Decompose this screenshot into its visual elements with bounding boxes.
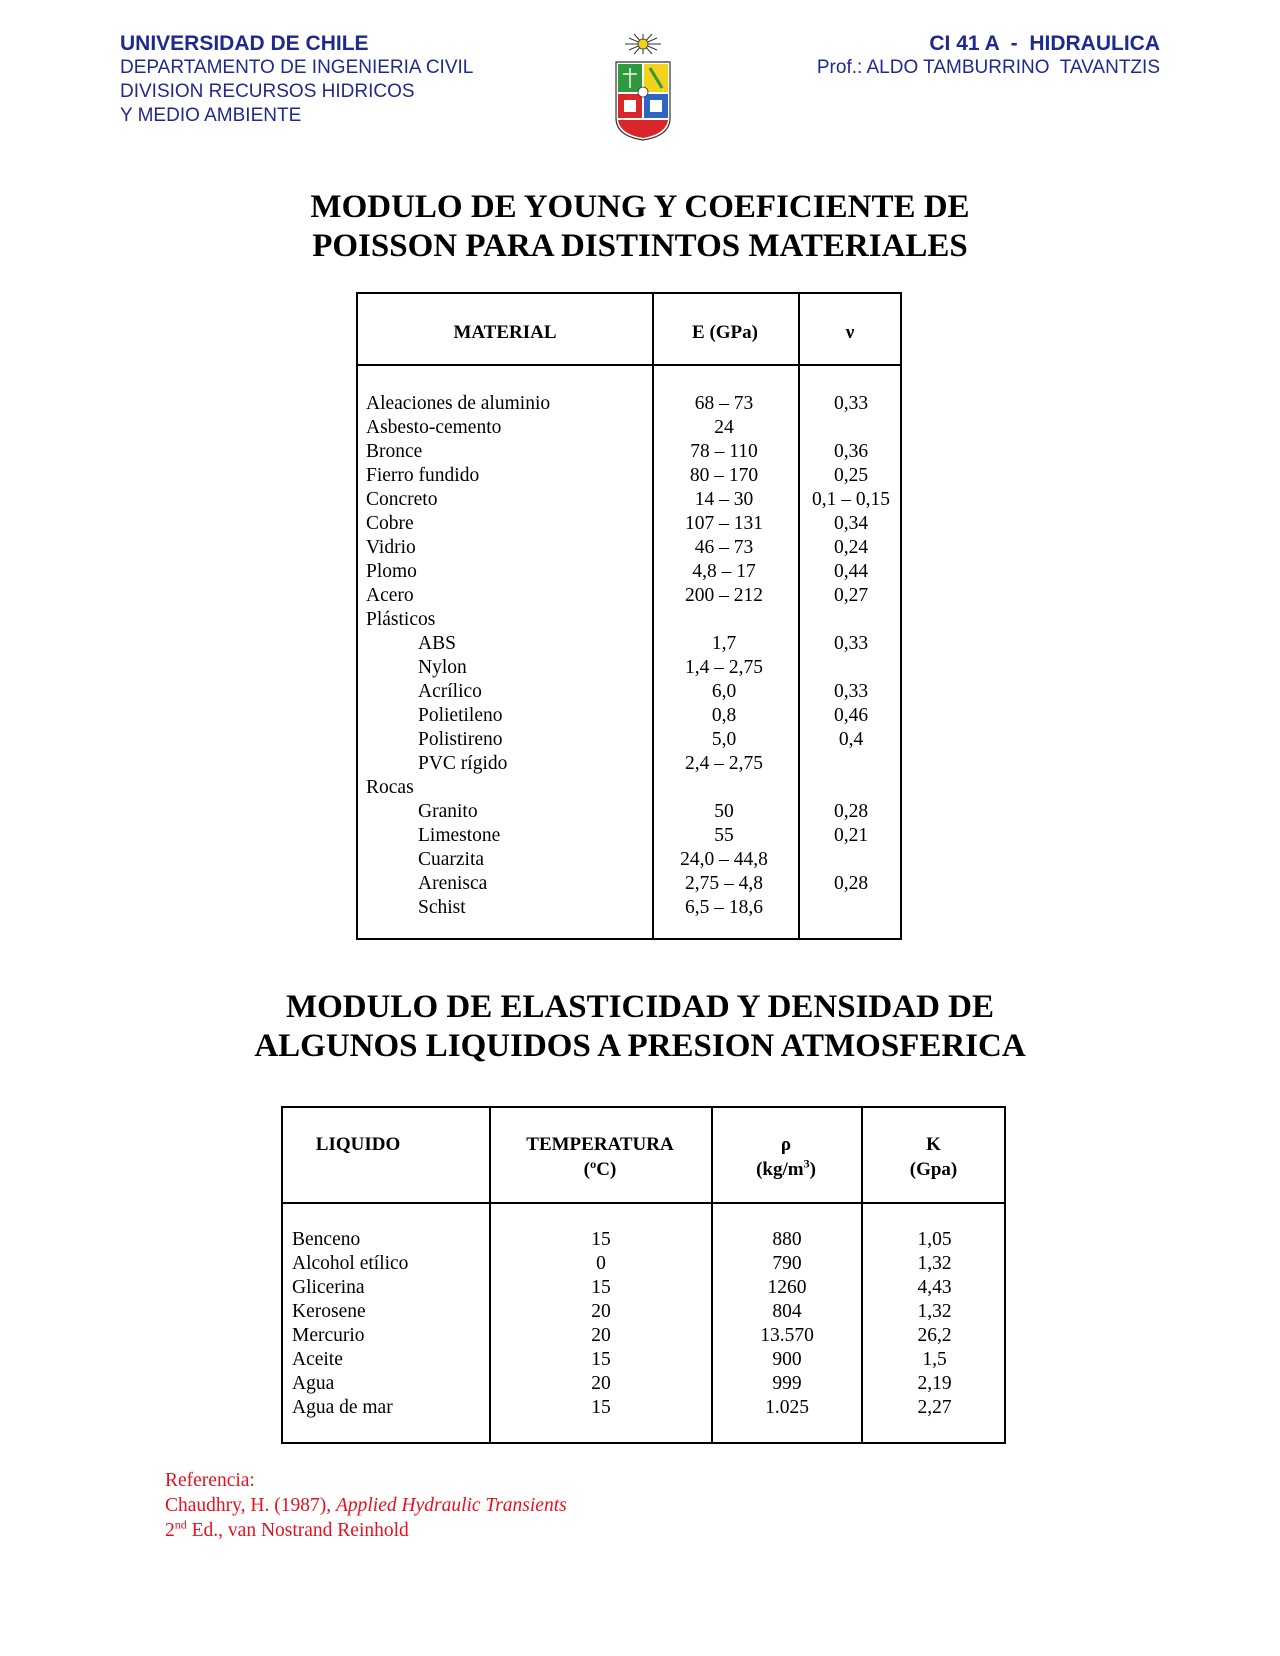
table-row [358,392,900,416]
header-poisson-nu: ν [845,322,855,343]
liquid-cell: Alcohol etílico [292,1253,409,1274]
reference-label: Referencia: [165,1470,255,1491]
material-cell: Acrílico [418,681,482,702]
header-material: MATERIAL [453,322,557,343]
nu-cell: 0,44 [833,561,869,582]
table-row [358,728,900,752]
reference-author: Chaudhry, H. (1987), [165,1495,336,1516]
young-modulus-table [356,292,902,940]
header-density-symbol: ρ [780,1134,792,1155]
density-unit-close: ) [809,1159,816,1180]
material-cell: Cuarzita [418,849,485,870]
table-row [358,656,900,680]
course-code: CI 41 A - HIDRAULICA [929,32,1160,55]
temperature-cell: 15 [591,1397,611,1418]
reference-book-title: Applied Hydraulic Transients [335,1495,567,1516]
table-row [358,776,900,800]
liquid-cell: Glicerina [292,1277,365,1298]
liquids-table-body [283,1228,1004,1420]
table-row [358,752,900,776]
density-cell: 880 [772,1229,802,1250]
edition-publisher: Ed., van Nostrand Reinhold [186,1520,409,1541]
header-temperature [489,1132,711,1182]
bulk-modulus-cell: 2,19 [917,1373,952,1394]
material-cell: Plomo [366,561,417,582]
material-cell: Arenisca [418,873,488,894]
material-cell: Schist [418,897,466,918]
density-cell: 1.025 [765,1397,809,1418]
material-cell: Fierro fundido [366,465,480,486]
nu-cell: 0,4 [838,729,864,750]
young-title-line2: POISSON PARA DISTINTOS MATERIALES [312,228,968,264]
temperature-cell: 20 [591,1373,611,1394]
density-cell: 900 [772,1349,802,1370]
header-liquid: LIQUIDO [315,1134,401,1155]
nu-cell: 0,34 [833,513,869,534]
material-cell: Polietileno [418,705,503,726]
table-row [358,584,900,608]
bulk-modulus-cell: 1,05 [917,1229,952,1250]
e-cell: 50 [714,801,734,822]
header-temperature-label: TEMPERATURA [526,1134,674,1155]
material-cell: Polistireno [418,729,503,750]
material-cell: Aleaciones de aluminio [366,393,551,414]
material-cell: Vidrio [366,537,416,558]
table-row [358,632,900,656]
density-cell: 790 [772,1253,802,1274]
material-cell: ABS [418,633,456,654]
department-name: DEPARTAMENTO DE INGENIERIA CIVIL [120,57,474,78]
reference-block [165,1468,567,1543]
table-row [283,1228,1004,1252]
table-row [283,1372,1004,1396]
bulk-modulus-cell: 1,5 [922,1349,947,1370]
temperature-cell: 20 [591,1325,611,1346]
header-left [120,32,473,128]
table-row [358,848,900,872]
material-cell: Acero [366,585,414,606]
density-cell: 1260 [767,1277,807,1298]
division-name-line2: Y MEDIO AMBIENTE [120,105,302,126]
edition-ordinal: nd [174,1517,187,1532]
header-temperature-unit: (ºC) [583,1159,617,1180]
e-cell: 4,8 – 17 [692,561,756,582]
material-cell: Asbesto-cemento [366,417,502,438]
e-cell: 46 – 73 [694,537,754,558]
liquid-cell: Benceno [292,1229,361,1250]
liquids-title [0,988,1280,1066]
liquid-cell: Kerosene [292,1301,366,1322]
header-density [711,1132,861,1182]
table-row [358,704,900,728]
table-row [283,1396,1004,1420]
liquids-table [281,1106,1006,1444]
density-cell: 999 [772,1373,802,1394]
nu-cell: 0,27 [833,585,869,606]
nu-cell: 0,33 [833,681,869,702]
nu-cell: 0,33 [833,633,869,654]
nu-cell: 0,33 [833,393,869,414]
e-cell: 80 – 170 [689,465,759,486]
header-e-gpa: E (GPa) [692,322,758,343]
material-cell: Nylon [418,657,467,678]
nu-cell: 0,21 [833,825,869,846]
young-modulus-title [0,188,1280,266]
header-divider [283,1202,1004,1204]
liquids-title-line2: ALGUNOS LIQUIDOS A PRESION ATMOSFERICA [254,1028,1026,1064]
material-cell: Cobre [366,513,414,534]
e-cell: 6,0 [711,681,737,702]
table-row [283,1252,1004,1276]
e-cell: 2,4 – 2,75 [685,753,763,774]
table-row [283,1348,1004,1372]
professor-name: Prof.: ALDO TAMBURRINO TAVANTZIS [816,57,1160,78]
bulk-modulus-cell: 2,27 [917,1397,952,1418]
temperature-cell: 0 [596,1253,606,1274]
nu-cell: 0,28 [833,801,869,822]
e-cell: 55 [714,825,734,846]
table-row [358,440,900,464]
material-cell: Bronce [366,441,423,462]
material-cell: Rocas [366,777,414,798]
university-coat-of-arms-icon [612,32,674,142]
liquid-cell: Mercurio [292,1325,365,1346]
university-name: UNIVERSIDAD DE CHILE [120,32,369,55]
density-cell: 804 [772,1301,802,1322]
table-row [358,680,900,704]
e-cell: 5,0 [711,729,737,750]
density-unit-exponent: 3 [803,1156,810,1171]
temperature-cell: 15 [591,1277,611,1298]
bulk-modulus-cell: 4,43 [917,1277,952,1298]
density-cell: 13.570 [760,1325,814,1346]
e-cell: 68 – 73 [694,393,754,414]
nu-cell: 0,28 [833,873,869,894]
e-cell: 24 [714,417,734,438]
young-title-line1: MODULO DE YOUNG Y COEFICIENTE DE [310,189,970,225]
temperature-cell: 15 [591,1229,611,1250]
material-cell: PVC rígido [418,753,508,774]
e-cell: 1,7 [711,633,737,654]
temperature-cell: 20 [591,1301,611,1322]
header-right [817,32,1160,80]
liquids-title-line1: MODULO DE ELASTICIDAD Y DENSIDAD DE [285,989,995,1025]
material-cell: Limestone [418,825,501,846]
table-row [283,1324,1004,1348]
table-row [358,560,900,584]
nu-cell: 0,36 [833,441,869,462]
liquid-cell: Agua de mar [292,1397,393,1418]
e-cell: 14 – 30 [694,489,754,510]
material-cell: Concreto [366,489,438,510]
table-row [358,800,900,824]
reference-edition [165,1518,567,1543]
table-row [358,512,900,536]
density-unit-base: (kg/m [756,1159,804,1180]
table-row [358,536,900,560]
e-cell: 1,4 – 2,75 [685,657,763,678]
liquid-cell: Aceite [292,1349,343,1370]
header-bulk-modulus [861,1132,1006,1182]
e-cell: 2,75 – 4,8 [685,873,763,894]
table-row [358,824,900,848]
nu-cell: 0,1 – 0,15 [812,489,890,510]
edition-number: 2 [165,1520,175,1541]
nu-cell: 0,24 [833,537,869,558]
table-row [358,488,900,512]
reference-citation [165,1493,567,1518]
liquid-cell: Agua [292,1373,335,1394]
e-cell: 107 – 131 [685,513,763,534]
table-row [283,1300,1004,1324]
table-row [358,464,900,488]
table-row [358,872,900,896]
header-k-unit: (Gpa) [909,1159,958,1180]
e-cell: 24,0 – 44,8 [680,849,768,870]
young-table-body [358,392,900,920]
header-k-symbol: K [926,1134,941,1155]
table-row [358,416,900,440]
bulk-modulus-cell: 1,32 [917,1301,952,1322]
table-row [358,896,900,920]
e-cell: 78 – 110 [690,441,758,462]
nu-cell: 0,25 [833,465,869,486]
bulk-modulus-cell: 1,32 [917,1253,952,1274]
material-cell: Plásticos [366,609,436,630]
table-row [283,1276,1004,1300]
nu-cell: 0,46 [833,705,869,726]
material-cell: Granito [418,801,478,822]
e-cell: 0,8 [711,705,737,726]
table-row [358,608,900,632]
e-cell: 6,5 – 18,6 [685,897,763,918]
header-divider [358,364,900,366]
temperature-cell: 15 [591,1349,611,1370]
e-cell: 200 – 212 [685,585,763,606]
division-name-line1: DIVISION RECURSOS HIDRICOS [120,81,415,102]
header-density-unit [711,1157,861,1182]
bulk-modulus-cell: 26,2 [917,1325,952,1346]
